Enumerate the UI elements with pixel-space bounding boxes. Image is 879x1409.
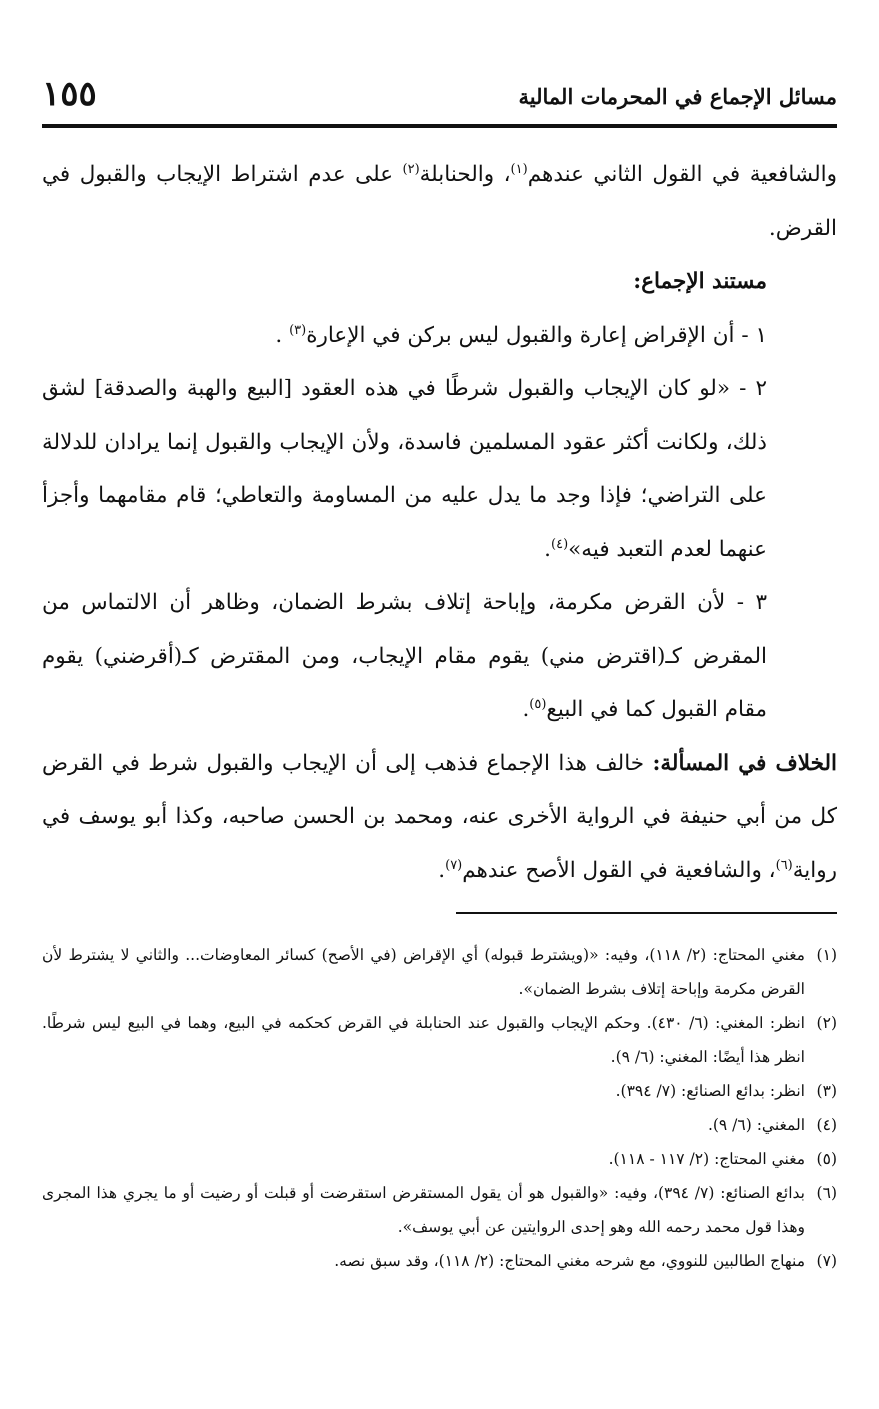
running-title: مسائل الإجماع في المحرمات المالية (518, 84, 837, 109)
footnote: (٣) انظر: بدائع الصنائع: (٧/ ٣٩٤). (615, 1082, 837, 1100)
footnote: (٤) المغني: (٦/ ٩). (707, 1116, 837, 1134)
footnote-ref: (٥) (529, 696, 547, 712)
evidence-item-1: ١ - أن الإقراض إعارة والقبول ليس بركن في الإعارة$^{(٣)}$ . (275, 322, 767, 348)
footnote: (٧) منهاج الطالبين للنووي، مع شرحه مغني المحتاج: (٢/ ١١٨)، وقد سبق نصه. (334, 1252, 837, 1270)
section-heading: مستند الإجماع: (633, 269, 767, 294)
evidence-item-3: ٣ - لأن القرض مكرمة، وإباحة إتلاف بشرط الضمان، وظاهر أن الالتماس من المقرض كـ(اقترض مني) يقوم مقام الإيجاب، ومن المقترض كـ(أقرضني) يقوم مقام القبول كما في البيع$^{(٥)}$. (42, 590, 767, 722)
evidence-item-2: ٢ - «لو كان الإيجاب والقبول شرطًا في هذه العقود [البيع والهبة والصدقة] لشق ذلك، ولكانت أكثر عقود المسلمين فاسدة، ولأن الإيجاب والقبول إنما يرادان للدلالة على التراضي؛ فإذا وجد ما يدل عليه من المساومة والتعاطي؛ قام مقامهما وأجزأ عنهما لعدم التعبد فيه»$^{(٤)}$. (42, 376, 767, 562)
footnote: (٢) انظر: المغني: (٦/ ٤٣٠). وحكم الإيجاب والقبول عند الحنابلة في القرض كحكمه في البيع، وهما في البيع ليس شرطًا. انظر هذا أيضًا: المغني: (٦/ ٩). (42, 1014, 837, 1066)
footnotes (42, 938, 837, 1278)
footnote: (٥) مغني المحتاج: (٢/ ١١٧ - ١١٨). (608, 1150, 837, 1168)
footnote-ref: (٢) (402, 161, 420, 177)
page-header (42, 74, 837, 122)
footnote-ref: (٧) (445, 857, 463, 873)
footnote: (٦) بدائع الصنائع: (٧/ ٣٩٤)، وفيه: «والقبول هو أن يقول المستقرض استقرضت أو قبلت أو رضيت أو ما يجري هذا المجرى وهذا قول محمد رحمه الله وهو إحدى الروايتين عن أبي يوسف». (42, 1184, 837, 1236)
footnote-ref: (٦) (775, 857, 793, 873)
header-rule (42, 124, 837, 128)
disagreement-label: الخلاف في المسألة: (652, 750, 837, 776)
footnote-ref: (١) (510, 161, 528, 177)
footnote: (١) مغني المحتاج: (٢/ ١١٨)، وفيه: «(ويشترط قبوله) أي الإقراض (في الأصح) كسائر المعاوضات... والثاني لا يشترط لأن القرض مكرمة وإباحة إتلاف بشرط الضمان». (42, 946, 837, 998)
footnote-separator (456, 912, 837, 914)
main-text (42, 148, 837, 897)
paragraph-continuation: والشافعية في القول الثاني عندهم$^{(١)}$، والحنابلة$^{(٢)}$ على عدم اشتراط الإيجاب والقبول في القرض. (42, 161, 837, 241)
page-number: ١٥٥ (42, 74, 97, 114)
footnote-ref: (٤) (551, 536, 569, 552)
footnote-ref: (٣) (289, 322, 307, 338)
disagreement-paragraph: الخلاف في المسألة: خالف هذا الإجماع فذهب إلى أن الإيجاب والقبول شرط في القرض كل من أبي حنيفة في الرواية الأخرى عنه، ومحمد بن الحسن صاحبه، وكذا أبو يوسف في رواية$^{(٦)}$، والشافعية في القول الأصح عندهم$^{(٧)}$. (42, 750, 837, 883)
